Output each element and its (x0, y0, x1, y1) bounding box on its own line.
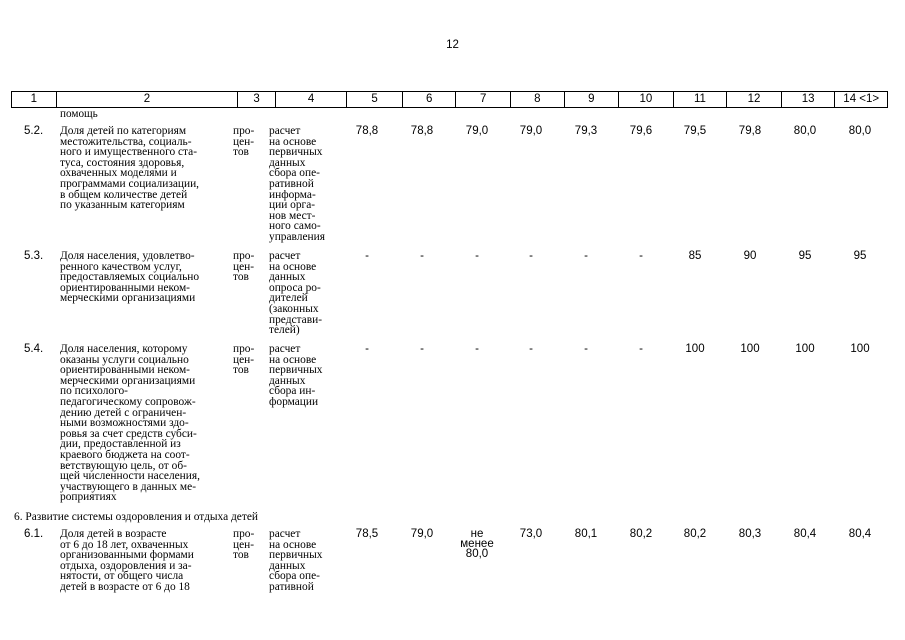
row-unit: про- цен- тов (233, 125, 255, 159)
row-value: - (365, 250, 369, 262)
row-value: 78,5 (355, 528, 379, 540)
row-value: - (529, 250, 533, 262)
row-description: Доля детей по категориям местожительства, социаль- ного и имущественного ста- туса, состояния здоровья, охваченных моделями и программами социализации, в общем количестве детей по указанным категориям (60, 125, 200, 212)
section-title: 6. Развитие системы оздоровления и отдыха детей (14, 511, 258, 523)
row-value: 79,0 (519, 125, 543, 137)
carryover-text: помощь (60, 108, 98, 120)
header-col-6: 6 (403, 92, 457, 107)
row-value: - (584, 343, 588, 355)
row-number: 5.4. (24, 343, 44, 355)
header-col-7: 7 (456, 92, 511, 107)
row-value: 78,8 (410, 125, 434, 137)
header-col-8: 8 (511, 92, 565, 107)
row-method: расчет на основе первичных данных сбора опе- ративной информа- ции орга- нов мест- ного само- управления (269, 125, 325, 243)
row-value: 78,8 (355, 125, 379, 137)
header-col-10: 10 (619, 92, 674, 107)
row-value: 80,4 (848, 528, 872, 540)
row-value: 79,0 (465, 125, 489, 137)
row-value: 100 (795, 343, 815, 355)
row-value: - (529, 343, 533, 355)
row-unit: про- цен- тов (233, 343, 255, 377)
row-value: 79,6 (629, 125, 653, 137)
row-value: не менее 80,0 (460, 528, 494, 560)
row-value: - (365, 343, 369, 355)
row-value: 73,0 (519, 528, 543, 540)
row-value: 80,0 (848, 125, 872, 137)
row-number: 5.3. (24, 250, 44, 262)
row-description: Доля населения, которому оказаны услуги социально ориентированными неком- мерческими организациями по психолого- педагогическому сопровож- дению детей с ограничен- ными возможностями здо- ровья за счет средств субси- дии, предоставленной из краевого бюджета на соот- ветствующую цель, от об- щей численности населения, участвующего в данных ме- роприятиях (60, 343, 200, 504)
row-value: - (475, 343, 479, 355)
row-value: 80,2 (629, 528, 653, 540)
row-value: - (420, 250, 424, 262)
row-value: 85 (688, 250, 702, 262)
row-value: - (639, 343, 643, 355)
page-number: 12 (446, 39, 459, 51)
row-value: 100 (850, 343, 870, 355)
row-value: - (475, 250, 479, 262)
row-value: 80,0 (793, 125, 817, 137)
row-value: 80,3 (738, 528, 762, 540)
row-value: 80,2 (683, 528, 707, 540)
row-value: 79,3 (574, 125, 598, 137)
row-value: - (420, 343, 424, 355)
header-col-11: 11 (674, 92, 728, 107)
header-col-9: 9 (565, 92, 620, 107)
row-value: 100 (740, 343, 760, 355)
header-col-1: 1 (12, 92, 57, 107)
header-col-2: 2 (57, 92, 239, 107)
row-description: Доля детей в возрасте от 6 до 18 лет, охваченных организованными формами отдыха, оздоровления и за- нятости, от общего числа детей в возрасте от 6 до 18 (60, 528, 194, 593)
header-col-3: 3 (238, 92, 276, 107)
header-col-5: 5 (347, 92, 403, 107)
row-value: 95 (798, 250, 812, 262)
row-value: 100 (685, 343, 705, 355)
row-value: 79,8 (738, 125, 762, 137)
header-col-13: 13 (782, 92, 836, 107)
row-value: 79,0 (410, 528, 434, 540)
row-description: Доля населения, удовлетво- ренного качеством услуг, предоставляемых социально ориентированными неком- мерческими организациями (60, 250, 200, 305)
header-col-4: 4 (276, 92, 347, 107)
header-col-12: 12 (727, 92, 782, 107)
row-number: 6.1. (24, 528, 44, 540)
row-value: - (584, 250, 588, 262)
row-value: 79,5 (683, 125, 707, 137)
row-value: - (639, 250, 643, 262)
row-value: 80,4 (793, 528, 817, 540)
row-method: расчет на основе первичных данных сбора опе- ративной (269, 528, 323, 593)
row-method: расчет на основе данных опроса ро- дителей (законных представи- телей) (269, 250, 322, 337)
table-header-row (11, 91, 888, 108)
row-number: 5.2. (24, 125, 44, 137)
row-unit: про- цен- тов (233, 250, 255, 284)
row-unit: про- цен- тов (233, 528, 255, 562)
row-method: расчет на основе первичных данных сбора ин- формации (269, 343, 323, 408)
header-col-14: 14 <1> (843, 93, 880, 105)
row-value: 80,1 (574, 528, 598, 540)
row-value: 95 (853, 250, 867, 262)
row-value: 90 (743, 250, 757, 262)
